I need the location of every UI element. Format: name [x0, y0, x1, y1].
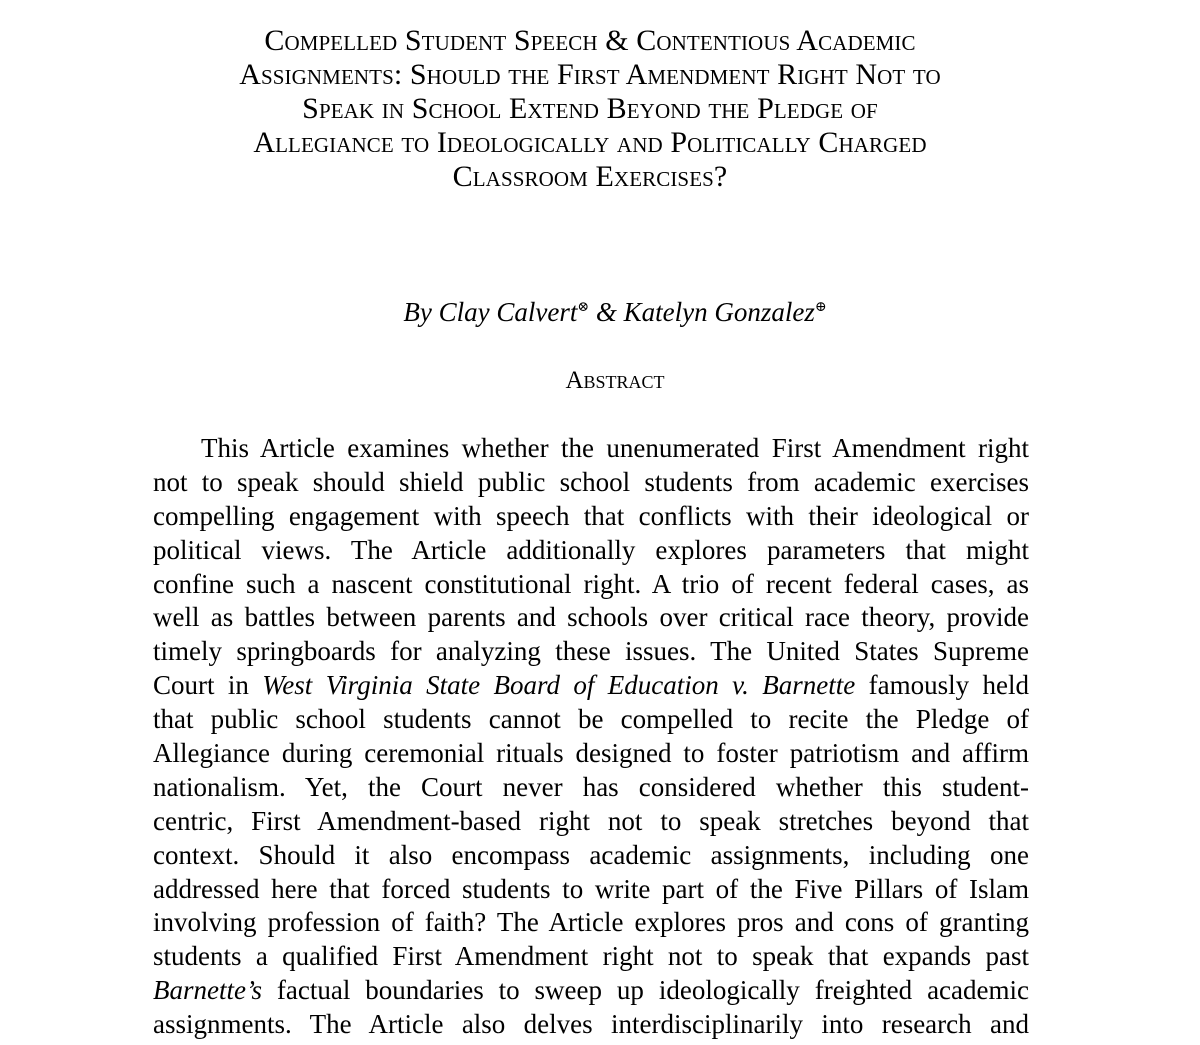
- title-line: Allegiance to Ideologically and Politically Charged: [253, 126, 927, 159]
- abstract-line: involving profession of faith? The Article explores pros and cons of granting: [153, 907, 1029, 938]
- abstract-line: assignments. The Article also delves interdisciplinarily into research and: [153, 1009, 1029, 1040]
- abstract-line: This Article examines whether the unenumerated First Amendment right: [201, 433, 1029, 463]
- author-footnote-mark: ⊗: [577, 300, 590, 315]
- author-footnote-mark: ⊕: [814, 300, 827, 315]
- abstract-heading: Abstract: [565, 367, 665, 394]
- author-name: Katelyn Gonzalez: [623, 297, 815, 327]
- case-citation: West Virginia State Board of Education v. Barnette: [262, 670, 856, 701]
- abstract-line: addressed here that forced students to write part of the Five Pillars of Islam: [153, 873, 1029, 904]
- article-title: [100, 24, 1080, 194]
- title-line: Classroom Exercises?: [452, 160, 728, 193]
- abstract-line: nationalism. Yet, the Court never has considered whether this student-: [153, 771, 1029, 802]
- abstract-line: not to speak should shield public school students from academic exercises: [153, 466, 1029, 497]
- abstract-line: students a qualified First Amendment right not to speak that expands past: [153, 941, 1029, 972]
- abstract-body: [153, 432, 1029, 1042]
- abstract-line: that public school students cannot be compelled to recite the Pledge of: [153, 704, 1029, 735]
- byline-connector: &: [595, 297, 617, 327]
- author-byline: [100, 296, 1130, 328]
- abstract-line: timely springboards for analyzing these issues. The United States Supreme: [153, 636, 1029, 667]
- title-line: Speak in School Extend Beyond the Pledge of: [302, 92, 878, 125]
- abstract-line: Court in West Virginia State Board of Education v. Barnette famously held: [153, 670, 1029, 701]
- author-name: Clay Calvert: [438, 297, 578, 327]
- abstract-line: Allegiance during ceremonial rituals designed to foster patriotism and affirm: [153, 738, 1029, 769]
- abstract-line: compelling engagement with speech that conflicts with their ideological or: [153, 500, 1029, 531]
- abstract-line: well as battles between parents and schools over critical race theory, provide: [153, 602, 1029, 633]
- title-line: Compelled Student Speech & Contentious Academic: [264, 24, 916, 57]
- abstract-line: political views. The Article additionally explores parameters that might: [153, 534, 1029, 565]
- case-citation: Barnette’s: [153, 975, 262, 1006]
- abstract-line: confine such a nascent constitutional right. A trio of recent federal cases, as: [153, 568, 1029, 599]
- title-line: Assignments: Should the First Amendment Right Not to: [239, 58, 941, 91]
- byline-prefix: By: [403, 297, 432, 327]
- abstract-line: context. Should it also encompass academic assignments, including one: [153, 839, 1029, 870]
- abstract-line: Barnette’s factual boundaries to sweep up ideologically freighted academic: [153, 975, 1029, 1006]
- abstract-line: centric, First Amendment-based right not to speak stretches beyond that: [153, 805, 1029, 836]
